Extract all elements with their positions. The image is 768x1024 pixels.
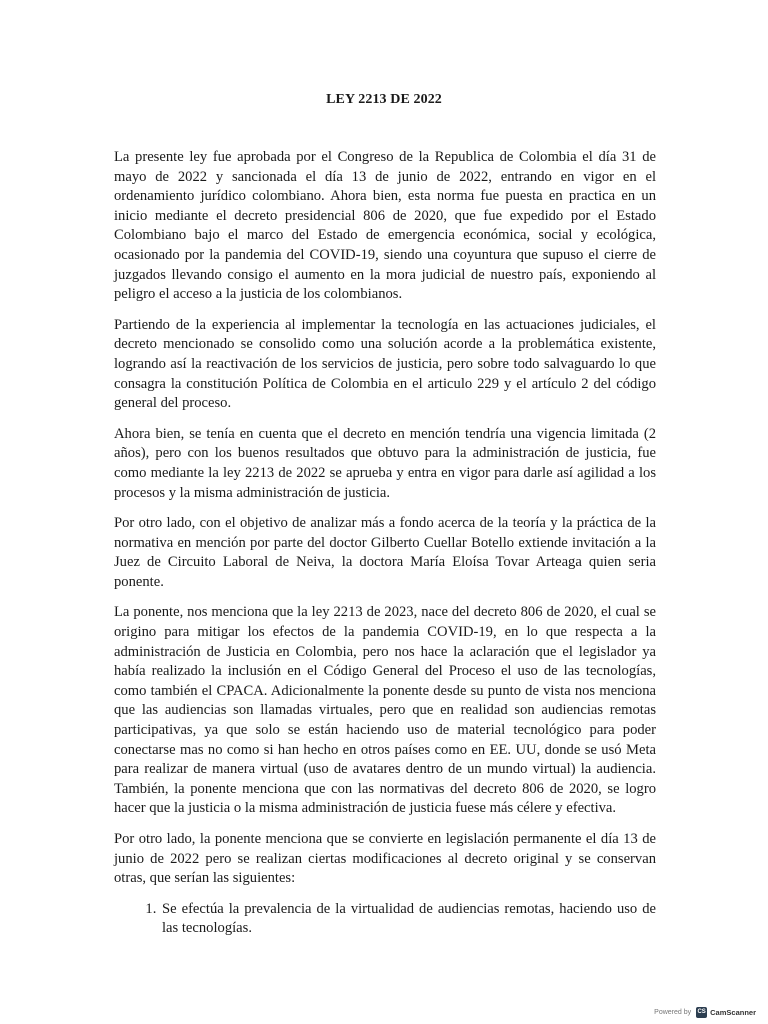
scanner-watermark [654, 1004, 756, 1020]
paragraph-6: Por otro lado, la ponente menciona que se convierte en legislación permanente el día 13 de junio de 2022 pero se realizan ciertas modificaciones al decreto original y se conservan otras, que serían las siguientes: [114, 831, 656, 887]
document-body [114, 148, 656, 939]
camscanner-brand: CamScanner [710, 1007, 756, 1017]
paragraph-5: La ponente, nos menciona que la ley 2213 de 2023, nace del decreto 806 de 2020, el cual se origino para mitigar los efectos de la pandemia COVID-19, en lo que respecta a la administración de Justicia en Colombia, pero nos hace la aclaración que el legislador ya había realizado la inclusión en el Código General del Proceso el uso de las tecnologías, como también el CPACA. Adicionalmente la ponente desde su punto de vista nos menciona que las audiencias son llamadas virtuales, pero que en realidad son audiencias remotas participativas, ya que solo se están haciendo uso de material tecnológico para poder conectarse mas no como si han hecho en otros países como en EE. UU, donde se usó Meta para realizar de manera virtual (uso de avatares dentro de un mundo virtual) la audiencia. También, la ponente menciona que con las normativas del decreto 806 de 2020, se logro hacer que la justicia o la misma administración de justicia fuese más célere y efectiva. [114, 604, 656, 817]
document-title: LEY 2213 DE 2022 [326, 92, 442, 107]
paragraph-4: Por otro lado, con el objetivo de analizar más a fondo acerca de la teoría y la práctica de la normativa en mención por parte del doctor Gilberto Cuellar Botello extiende invitación a la Juez de Circuito Laboral de Neiva, la doctora María Eloísa Tovar Arteaga quien seria ponente. [114, 515, 656, 590]
paragraph-2: Partiendo de la experiencia al implementar la tecnología en las actuaciones judiciales, el decreto mencionado se consolido como una solución acorde a la problemática existente, logrando así la reactivación de los servicios de justicia, pero sobre todo salvaguardo lo que consagra la constitución Política de Colombia en el articulo 229 y el artículo 2 del código general del proceso. [114, 316, 656, 412]
paragraph-3: Ahora bien, se tenía en cuenta que el decreto en mención tendría una vigencia limitada (2 años), pero con los buenos resultados que obtuvo para la administración de justicia, fue como mediante la ley 2213 de 2022 se aprueba y entra en vigor para darle así agilidad a los procesos y la misma administración de justicia. [114, 425, 656, 501]
modifications-list [114, 900, 656, 939]
list-item: 1. Se efectúa la prevalencia de la virtualidad de audiencias remotas, haciendo uso de las tecnologías. [160, 900, 656, 939]
camscanner-logo-icon: CS [696, 1007, 707, 1018]
paragraph-1: La presente ley fue aprobada por el Congreso de la Republica de Colombia el día 31 de mayo de 2022 y sancionada el día 13 de junio de 2022, entrando en vigor en el ordenamiento jurídico colombiano. Ahora bien, esta norma fue puesta en practica en un inicio mediante el decreto presidencial 806 de 2020, que fue expedido por el Estado Colombiano bajo el marco del Estado de emergencia económica, social y ecológica, ocasionado por la pandemia del COVID-19, siendo una coyuntura que supuso el cierre de juzgados llevando consigo el aumento en la mora judicial de nuestro país, exponiendo al peligro el acceso a la justicia de los colombianos. [114, 149, 656, 303]
powered-by-label: Powered by [654, 1008, 692, 1016]
